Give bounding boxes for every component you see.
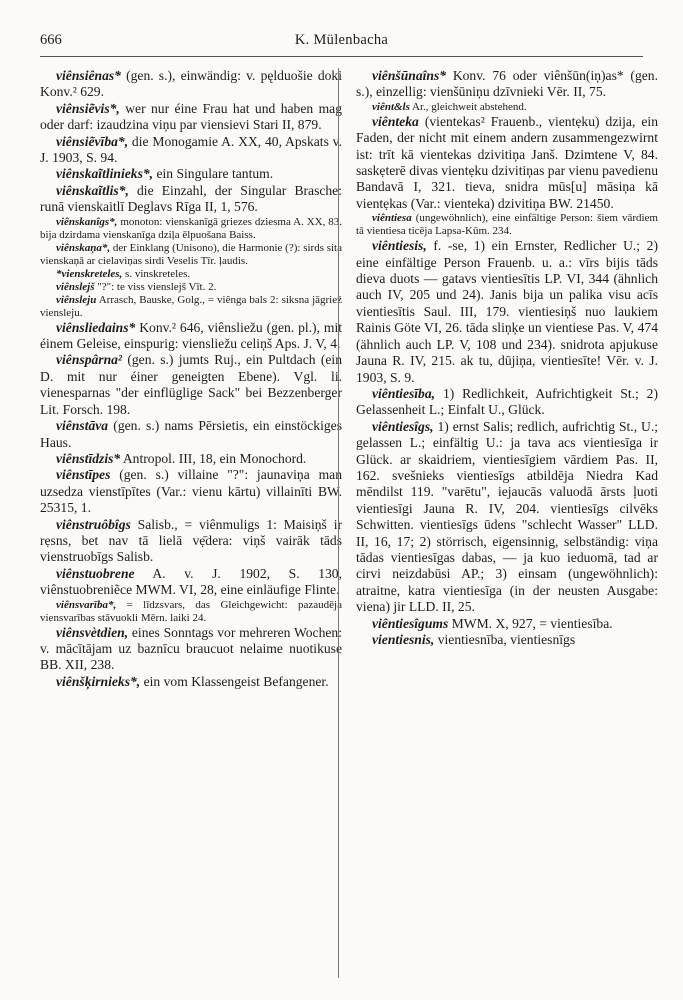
entry-headword: viêntiesība,: [372, 385, 436, 401]
entry-headword: viênšūnaîns*: [372, 68, 447, 83]
entry-definition: Konv. 76 oder viênšūn(iņ)as* (gen. s.), einzellig: vienšūniņu dzīvnieki Vēr. II, 75.: [356, 68, 658, 100]
dictionary-entry: [40, 268, 342, 281]
entry-definition: f. -se, 1) ein Ernster, Redlicher U.; 2) eine einfältige Person Frauenb. u. a.: vīrs bijis tāds dieva duots — gatavs vientiesītis LP. VI, 344 (ähnlich auch IV, 205 und 24). Janis bija un palika visu acīs vientiesītis Saul. III, 179. vientiesiņš nuo laukiem Rainis Göte VI, 26. tāda sliņķe un vientiese Pas. V, 474 (ähnlich auch LP. V, 108 und 234). snidrota apjukuse Jauna R. IV, 215. ak tu, dūjiņa, vientiesīte! Vēr. v. J. 1903, S. 9.: [356, 238, 658, 385]
running-title: K. Mülenbacha: [294, 32, 389, 48]
entry-definition: s. vinskreteles.: [122, 267, 191, 280]
entry-headword: viênt&ls: [372, 100, 410, 113]
dictionary-entry: [40, 517, 342, 566]
dictionary-entry: [356, 101, 658, 114]
entry-headword: viêntiesîgs,: [372, 418, 434, 434]
entry-definition: A. v. J. 1902, S. 130, viênstuobreniẽce MWM. VI, 28, eine einläufige Flinte.: [40, 565, 342, 598]
entry-definition: Antropol. III, 18, ein Monochord.: [120, 450, 307, 466]
left-column: [40, 68, 342, 690]
dictionary-entry: [356, 632, 658, 648]
entry-headword: viênskaĩtlinieks*,: [56, 166, 154, 182]
dictionary-entry: [40, 599, 342, 625]
entry-definition: (gen. s.), einwändig: v. pęlduošie doki Konv.² 629.: [40, 68, 342, 100]
dictionary-entry: [356, 616, 658, 632]
dictionary-entry: [356, 114, 658, 212]
entry-headword: viênslejš: [56, 280, 95, 293]
entry-headword: viêntiesa: [372, 212, 412, 225]
dictionary-entry: [40, 451, 342, 467]
entry-definition: Ar., gleichweit abstehend.: [409, 100, 527, 113]
entry-definition: wer nur éine Frau hat und haben mag oder darf: izaudzina viņu par viensievi Stari II, 879.: [40, 100, 342, 133]
entry-headword: viênsvètdien,: [56, 624, 129, 640]
dictionary-entry: [356, 238, 658, 386]
entry-headword: viênsiẽvība*,: [56, 133, 129, 149]
entry-headword: viênskaņa*,: [56, 241, 111, 254]
right-column: [356, 68, 658, 648]
dictionary-entry: [40, 418, 342, 451]
entry-headword: viêntiesîgums: [372, 615, 449, 631]
entry-headword: vientiesnis,: [372, 632, 435, 647]
entry-headword: viênstāva: [56, 418, 109, 434]
entry-headword: viênsliedains*: [56, 319, 136, 335]
entry-headword: viêntiesis,: [372, 238, 427, 254]
header-rule: [40, 56, 643, 57]
dictionary-entry: [40, 294, 342, 320]
entry-headword: viênšķirnieks*,: [56, 673, 141, 689]
dictionary-entry: [40, 467, 342, 516]
entry-definition: die Monogamie A. XX, 40, Apskats v. J. 1903, S. 94.: [40, 133, 342, 166]
entry-headword: viênstruôbîgs: [56, 516, 131, 532]
entry-definition: Konv.² 646, viênsliežu (gen. pl.), mit éinem Geleise, einspurig: viensliežu celiņš Aps. J. V, 4.: [40, 319, 342, 352]
dictionary-entry: [40, 281, 342, 294]
entry-definition: Salisb., = viênmuligs 1: Maisiņš ir rẹsns, bet nav tā lielā vẹ̄dera: viņš vairāk tāds vienstruobīgs Salisb.: [40, 516, 342, 565]
dictionary-entry: [40, 68, 342, 101]
entry-headword: viênskanîgs*,: [56, 215, 118, 228]
entry-definition: (ungewöhnlich), eine einfältige Person: šiem vārdiem tā vientiesa ticēja Lapsa-Kūm. 234.: [356, 212, 658, 238]
entry-definition: (vientekas² Frauenb., vientẹku) dzija, ein Faden, der nicht mit einem andern zusammengezwirnt ist: trīt kā vientekas dzivitiņa Janš. Dzimtene V, 84. saskẹterē divas vientẹku dzivitiņas par vienu pavedienu Bandavā I, 321. tieva, snidra mūs[u] māsiņa kā vientẹkas (Var.: vienteka) dzivitiņa BW. 21450.: [356, 113, 658, 211]
entry-definition: vientiesnība, vientiesnīgs: [434, 632, 576, 647]
page-header: [40, 32, 643, 52]
entry-definition: (gen. s.) villaine "?": jaunaviņa man uzsedza vienstīpītes (Var.: vienu kārtu) villainīti BW. 25315, 1.: [40, 467, 342, 516]
dictionary-entry: [40, 674, 342, 690]
entry-headword: viênsvarība*,: [56, 598, 117, 611]
entry-definition: (gen. s.) jumts Ruj., ein Pultdach (ein D. mit nur éiner geneigten Ebene). Vgl. li. vienesparnas "der einflüglige Sack" bei Bezzenberger Lit. Forsch. 198.: [40, 352, 342, 417]
entry-headword: viênsiênas*: [56, 68, 121, 83]
entry-headword: viênsleju: [56, 293, 97, 306]
dictionary-entry: [40, 320, 342, 353]
dictionary-entry: [40, 134, 342, 167]
entry-definition: 1) ernst Salis; redlich, aufrichtig St., U.; gelassen L.; einfältig U.: ja tava acs vientiesīga ir Glück. ar skaidriem, vientiesīgiem vārdiem Pas. II, 162. svešnieks vientiesīgs atbildēja Niedra Kad mēndilst 119. "varētu", iejaucās valuodā ārsts ļuoti vientiesīgi Jauna R. IV, 204. vientiesīgs cilvēks Schwitten. vientiesīgs ūdens "schlecht Wasser" LLD. II, 16, 17; 2) störrisch, eigensinnig, selbständig: viņa tādas vientiesīgas dabas, — ja kuo ieduomā, tad ar cirvi neizdabūsi AP.; 3) einsam (ungewöhnlich): atraitne, katra vientiesīga (in der neusten Ausgabe: viena) jir LLD. II, 25.: [356, 418, 658, 615]
entry-headword: viênstīpes: [56, 467, 111, 483]
dictionary-entry: [40, 242, 342, 268]
entry-definition: die Einzahl, der Singular Brasche: runā vienskaitlī Deglavs Rīga II, 1, 576.: [40, 182, 342, 215]
dictionary-entry: [40, 216, 342, 242]
dictionary-entry: [356, 68, 658, 101]
dictionary-entry: [40, 625, 342, 674]
entry-definition: der Einklang (Unisono), die Harmonie (?): sirds sita vienskaņā ar cielaviņas sirdi Veselis Tīr. ļaudis.: [40, 241, 342, 267]
column-divider: [338, 68, 339, 978]
entry-definition: eines Sonntags vor mehreren Wochen: v. mācītājam uz baznīcu braucuot nelaime nuotikuse BB. XII, 238.: [40, 624, 342, 673]
entry-definition: (gen. s.) nams Pērsietis, ein einstöckiges Haus.: [40, 418, 342, 450]
entry-headword: viênskaĩtlis*,: [56, 182, 129, 198]
entry-definition: MWM. X, 927, = vientiesība.: [448, 615, 613, 631]
dictionary-entry: [40, 352, 342, 418]
dictionary-entry: [40, 166, 342, 182]
entry-definition: ein Singulare tantum.: [153, 166, 274, 182]
entry-definition: = līdzsvars, das Gleichgewicht: pazaudēja viensvarības stāvuokli Mērn. laiki 24.: [40, 598, 342, 624]
entry-headword: viênteka: [372, 113, 419, 129]
entry-definition: Arrasch, Bauske, Golg., = viênga bals 2: siksna jāgriež viensleju.: [40, 293, 342, 319]
page-number: 666: [40, 32, 62, 48]
entry-headword: viênspârna²: [56, 352, 123, 368]
entry-definition: monoton: vienskanīgā griezes dziesma A. XX, 83. bija dzirdama vienskanīga dziļa ēlpuošana Baiss.: [40, 215, 342, 241]
dictionary-entry: [40, 566, 342, 599]
entry-headword: viênstīdzis*: [56, 450, 121, 466]
entry-definition: "?": te viss vienslejš Vīt. 2.: [94, 280, 217, 293]
entry-headword: viênstuobrene: [56, 565, 135, 581]
dictionary-entry: [356, 419, 658, 616]
entry-headword: viênsiẽvis*,: [56, 100, 120, 116]
dictionary-entry: [356, 386, 658, 419]
entry-definition: ein vom Klassengeist Befangener.: [140, 673, 329, 689]
dictionary-entry: [40, 101, 342, 134]
dictionary-entry: [40, 183, 342, 216]
entry-headword: *vienskreteles,: [56, 267, 123, 280]
dictionary-entry: [356, 212, 658, 238]
entry-definition: 1) Redlichkeit, Aufrichtigkeit St.; 2) Gelassenheit L.; Einfalt U., Glück.: [356, 385, 658, 418]
